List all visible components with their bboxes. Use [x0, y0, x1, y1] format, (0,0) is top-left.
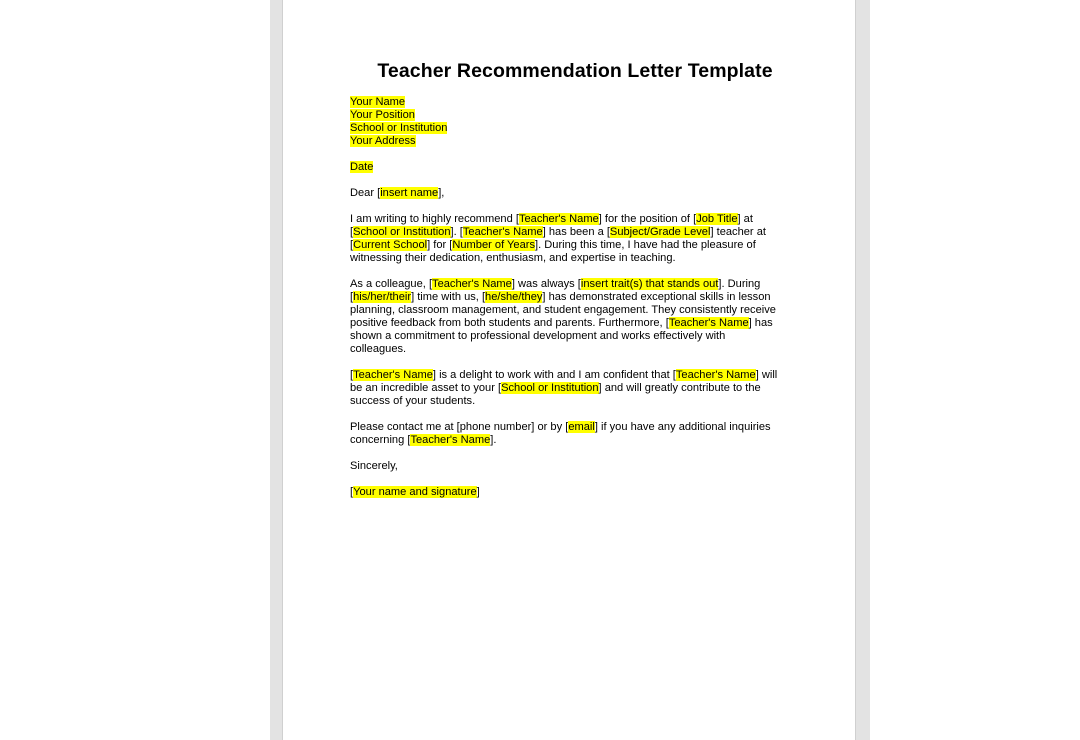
body-text: be an incredible asset to your [	[350, 382, 502, 394]
school-field[interactable]: School or Institution	[353, 226, 451, 238]
body-text: ]. During	[718, 278, 761, 290]
letter-content	[350, 58, 800, 512]
body-text: planning, classroom management, and student engagement. They consistently receive	[350, 304, 776, 316]
body-text: ] will	[755, 369, 778, 381]
body-text: I am writing to highly recommend [	[350, 213, 519, 225]
teacher-name-field[interactable]: Teacher's Name	[410, 434, 491, 446]
greeting	[350, 187, 800, 200]
body-text: [	[350, 291, 354, 303]
body-text: ] for [	[427, 239, 453, 251]
trait-field[interactable]: insert trait(s) that stands out	[580, 278, 719, 290]
sender-name-field[interactable]: Your Name	[350, 96, 406, 108]
sender-address-field[interactable]: Your Address	[350, 135, 416, 147]
body-text: [	[350, 239, 354, 251]
date-block	[350, 161, 800, 174]
paragraph-4	[350, 421, 800, 447]
body-text: As a colleague, [	[350, 278, 433, 290]
body-text: witnessing their dedication, enthusiasm, and expertise in teaching.	[350, 252, 676, 264]
paragraph-3	[350, 369, 800, 408]
paragraph-1	[350, 213, 800, 265]
body-text: ] and will greatly contribute to the	[598, 382, 761, 394]
number-of-years-field[interactable]: Number of Years	[452, 239, 536, 251]
subject-grade-field[interactable]: Subject/Grade Level	[609, 226, 711, 238]
body-text: ] has demonstrated exceptional skills in lesson	[542, 291, 771, 303]
teacher-name-field[interactable]: Teacher's Name	[432, 278, 512, 290]
sender-position-field[interactable]: Your Position	[350, 109, 415, 121]
teacher-name-field[interactable]: Teacher's Name	[675, 369, 756, 381]
body-text: ] teacher at	[710, 226, 766, 238]
body-text: ]. During this time, I have had the pleasure of	[535, 239, 756, 251]
body-text: ]. [	[450, 226, 463, 238]
body-text: ].	[490, 434, 497, 446]
sender-block	[350, 96, 800, 148]
possessive-pronoun-field[interactable]: his/her/their	[353, 291, 412, 303]
signature-block	[350, 486, 800, 499]
job-title-field[interactable]: Job Title	[696, 213, 738, 225]
body-text: [	[350, 486, 354, 498]
closing-text: Sincerely,	[350, 460, 398, 472]
recipient-name-field[interactable]: insert name	[380, 187, 439, 199]
sender-school-field[interactable]: School or Institution	[350, 122, 448, 134]
body-text: Please contact me at [phone number] or by [	[350, 421, 569, 433]
teacher-name-field[interactable]: Teacher's Name	[668, 317, 749, 329]
email-field[interactable]: email	[568, 421, 595, 433]
body-text: ] for the position of [	[598, 213, 697, 225]
school-field[interactable]: School or Institution	[501, 382, 599, 394]
body-text: ] has been a [	[542, 226, 610, 238]
body-text: positive feedback from both students and parents. Furthermore, [	[350, 317, 669, 329]
body-text: shown a commitment to professional development and works effectively with	[350, 330, 726, 342]
greeting-text: Dear [	[350, 187, 381, 199]
body-text: ] if you have any additional inquiries	[594, 421, 771, 433]
body-text: ] at	[737, 213, 753, 225]
document-page	[282, 0, 856, 740]
body-text: concerning [	[350, 434, 411, 446]
body-text: ] was always [	[511, 278, 581, 290]
current-school-field[interactable]: Current School	[353, 239, 428, 251]
body-text: colleagues.	[350, 343, 407, 355]
teacher-name-field[interactable]: Teacher's Name	[462, 226, 543, 238]
body-text: ] has	[748, 317, 773, 329]
body-text: success of your students.	[350, 395, 476, 407]
paragraph-2	[350, 278, 800, 356]
document-title: Teacher Recommendation Letter Template	[377, 60, 773, 82]
greeting-text: ],	[438, 187, 445, 199]
body-text: ] is a delight to work with and I am confident that [	[432, 369, 676, 381]
closing	[350, 460, 800, 473]
teacher-name-field[interactable]: Teacher's Name	[518, 213, 599, 225]
body-text: ]	[476, 486, 480, 498]
body-text: ] time with us, [	[411, 291, 486, 303]
body-text: [	[350, 226, 354, 238]
pronoun-field[interactable]: he/she/they	[485, 291, 543, 303]
signature-field[interactable]: Your name and signature	[353, 486, 477, 498]
date-field[interactable]: Date	[350, 161, 374, 173]
body-text: [	[350, 369, 354, 381]
teacher-name-field[interactable]: Teacher's Name	[353, 369, 433, 381]
